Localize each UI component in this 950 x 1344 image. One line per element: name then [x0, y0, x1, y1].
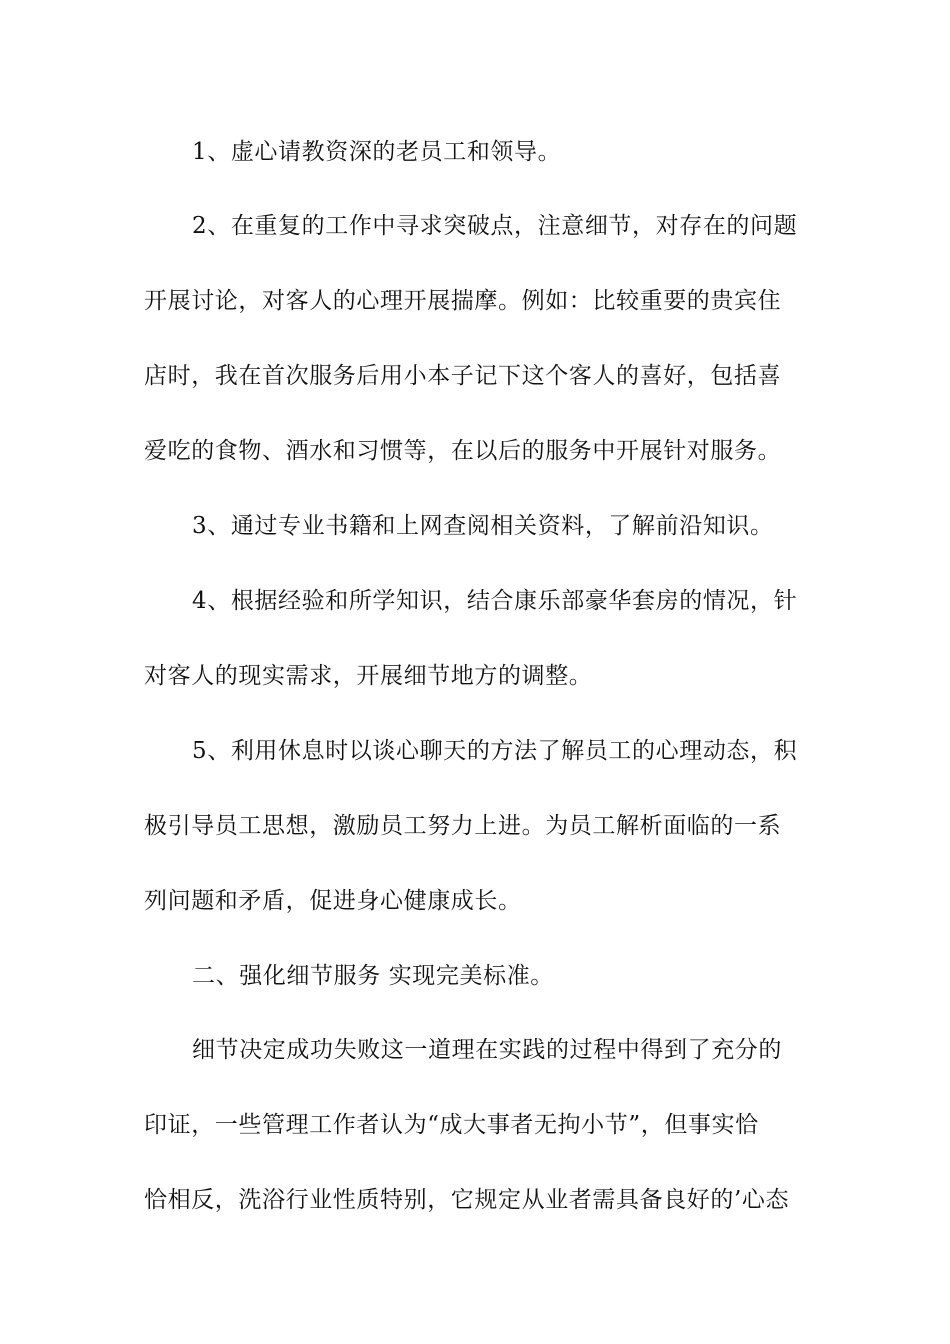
- text-line: 列问题和矛盾，促进身心健康成长。: [144, 888, 522, 914]
- text-line: 爱吃的食物、酒水和习惯等，在以后的服务中开展针对服务。: [144, 438, 782, 464]
- text-line: 极引导员工思想，激励员工努力上进。为员工解析面临的一系: [144, 813, 782, 839]
- text-line: 3、通过专业书籍和上网查阅相关资料，了解前沿知识。: [192, 513, 774, 539]
- text-line: 对客人的现实需求，开展细节地方的调整。: [144, 663, 593, 689]
- text-line: 恰相反，洗浴行业性质特别，它规定从业者需具备良好的’心态: [144, 1187, 790, 1213]
- text-line: 1、虚心请教资深的老员工和领导。: [192, 139, 562, 165]
- text-line: 开展讨论，对客人的心理开展揣摩。例如：比较重要的贵宾住: [144, 288, 782, 314]
- text-line: 4、根据经验和所学知识，结合康乐部豪华套房的情况，针: [192, 588, 798, 614]
- text-line: 2、在重复的工作中寻求突破点，注意细节，对存在的问题: [192, 213, 798, 239]
- text-line: 细节决定成功失败这一道理在实践的过程中得到了充分的: [192, 1037, 782, 1063]
- text-line: 店时，我在首次服务后用小本子记下这个客人的喜好，包括喜: [144, 363, 782, 389]
- text-line: 印证，一些管理工作者认为“成大事者无拘小节”，但事实恰: [144, 1112, 759, 1138]
- text-line: 5、利用休息时以谈心聊天的方法了解员工的心理动态，积: [192, 738, 798, 764]
- section-heading: 二、强化细节服务 实现完美标准。: [192, 963, 554, 989]
